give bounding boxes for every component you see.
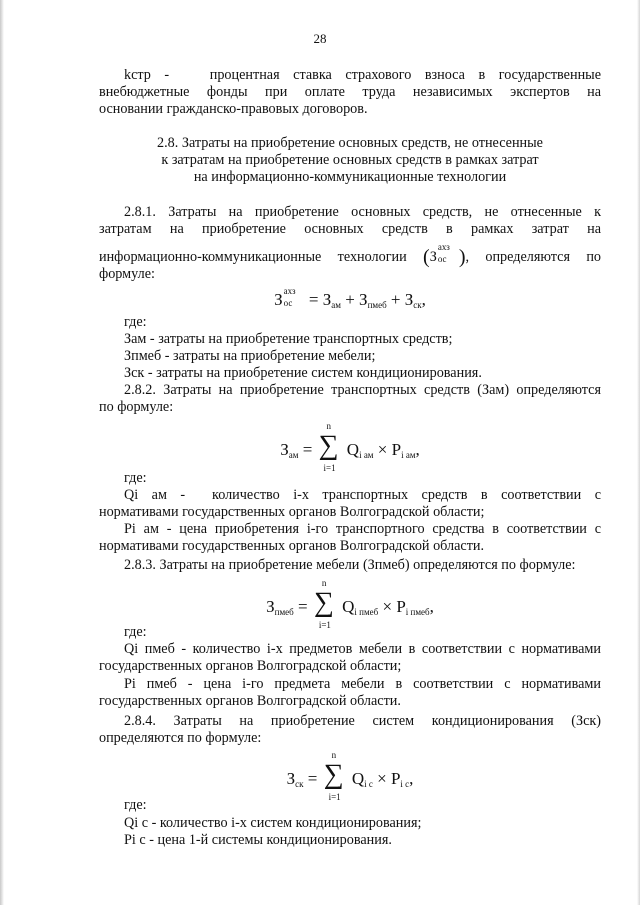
scan-edge-left (0, 0, 4, 905)
p281-def-2: Зпмеб - затраты на приобретение мебели; (124, 348, 376, 364)
p282-def-2a: Pi ам - цена приобретения i-го транспортного средства в соответствии с (124, 521, 601, 537)
p281-line-2: затратам на приобретение основных средств в рамках затрат на (99, 221, 601, 237)
p283-where: где: (124, 624, 147, 640)
inline-symbol: (З ахз ос ) (423, 242, 466, 268)
p282-line-2: по формуле: (99, 399, 174, 415)
p281-line-1: 2.8.1. Затраты на приобретение основных средств, не отнесенные к (124, 204, 601, 220)
p281-line-4: формуле: (99, 266, 155, 282)
p283-def-1a: Qi пмеб - количество i-х предметов мебели в соответствии с нормативами (124, 641, 601, 657)
p284-line-2: определяются по формуле: (99, 730, 262, 746)
p284-def-2: Pi c - цена 1-й системы кондиционирования. (124, 832, 392, 848)
formula-283: $З_{пмеб}$ = n ∑ i=1 $Q_{i пмеб} \times P_{i пмеб}$, (266, 578, 434, 630)
intro-line-3: основании гражданско-правовых договоров. (99, 101, 368, 117)
intro-line-2: внебюджетные фонды при оплате труда независимых экспертов на (99, 84, 601, 100)
section-heading-line-1: 2.8. Затраты на приобретение основных средств, не отнесенные (157, 135, 543, 151)
formula-281: З ахз ос = $З_{ам} + З_{пмеб} + З_{ск}$, (274, 286, 426, 310)
p282-def-1b: нормативами государственных органов Волгоградской области; (99, 504, 485, 520)
p281-line-3: информационно-коммуникационные технологии (З ахз ос ), определяются по (99, 242, 602, 268)
p283-def-2b: государственных органов Волгоградской области. (99, 693, 401, 709)
formula-284: $З_{ск}$ = n ∑ i=1 $Q_{i c} \times P_{i c}$, (286, 750, 414, 802)
p282-where: где: (124, 470, 147, 486)
p281-def-3: Зск - затраты на приобретение систем кондиционирования. (124, 365, 482, 381)
sum-sign: n ∑ i=1 (313, 578, 334, 630)
p282-def-2b: нормативами государственных органов Волгоградской области. (99, 538, 485, 554)
p281-where: где: (124, 314, 147, 330)
p283-def-1b: государственных органов Волгоградской области; (99, 658, 402, 674)
p281-def-1: Зам - затраты на приобретение транспортных средств; (124, 331, 453, 347)
p284-def-1: Qi c - количество i-х систем кондиционирования; (124, 815, 422, 831)
section-heading-line-2: к затратам на приобретение основных средств в рамках затрат (161, 152, 539, 168)
sum-sign: n ∑ i=1 (318, 421, 339, 473)
page-number: 28 (313, 31, 327, 46)
p283-def-2a: Pi пмеб - цена i-го предмета мебели в соответствии с нормативами (124, 676, 601, 692)
p284-line-1: 2.8.4. Затраты на приобретение систем кондиционирования (Зск) (124, 713, 601, 729)
p282-line-1: 2.8.2. Затраты на приобретение транспортных средств (Зам) определяются (124, 382, 601, 398)
intro-line-1: kстр - процентная ставка страхового взноса в государственные (124, 67, 601, 83)
formula-282: $З_{ам}$ = n ∑ i=1 $Q_{i ам} \times P_{i ам}$, (280, 421, 420, 473)
p283-line-1: 2.8.3. Затраты на приобретение мебели (Зпмеб) определяются по формуле: (124, 557, 576, 573)
p282-def-1a: Qi ам - количество i-х транспортных средств в соответствии с (124, 487, 601, 503)
sum-sign: n ∑ i=1 (323, 750, 344, 802)
section-heading-line-3: на информационно-коммуникационные технологии (193, 169, 507, 185)
p284-where: где: (124, 797, 147, 813)
